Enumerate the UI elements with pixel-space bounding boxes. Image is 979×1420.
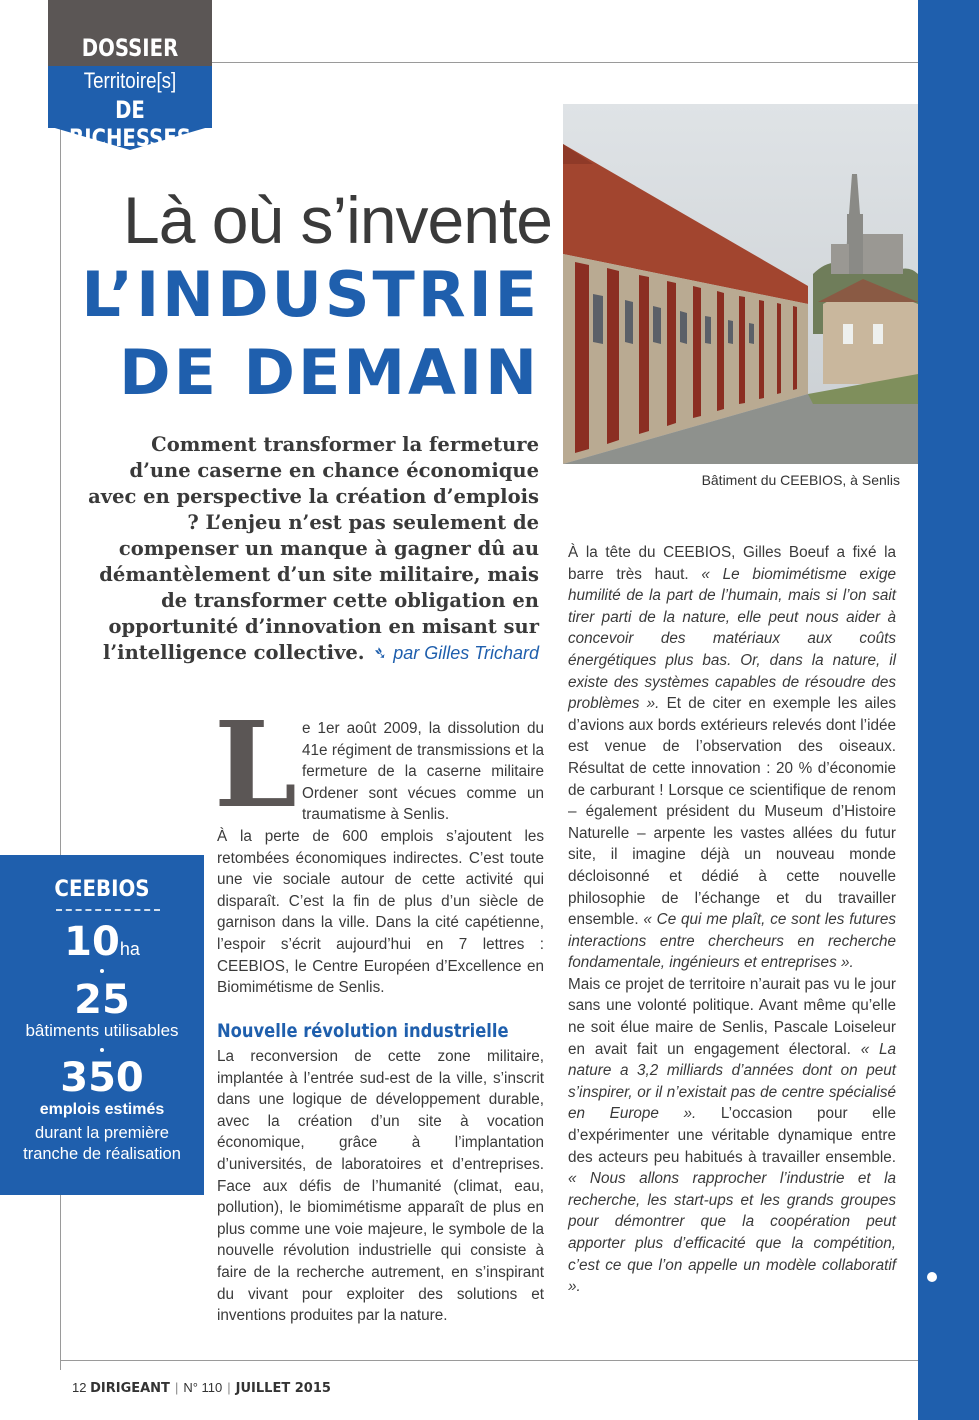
- author-byline: par Gilles Trichard: [393, 643, 539, 663]
- badge-dossier-label: DOSSIER: [81, 34, 179, 62]
- stats-divider: [56, 909, 160, 911]
- col2-quote-loiseleur: « La nature a 3,2 milliards d’années dont on peut s’inspirer, or il n’existait pas de centre spécialisé en Europe ».: [568, 1040, 897, 1123]
- badge-richesses-label: DE RICHESSES: [69, 96, 191, 152]
- band-dot: [927, 1272, 937, 1282]
- intro-lede: [84, 432, 539, 666]
- stat-buildings-value: 25: [74, 977, 130, 1023]
- badge-territoires-label: Territoire[s]: [83, 68, 177, 93]
- stat-jobs-value: 350: [60, 1055, 144, 1101]
- stat-jobs-description: durant la première tranche de réalisation: [23, 1124, 181, 1163]
- stat-separator-dot: [100, 969, 104, 973]
- drop-cap: L: [214, 695, 297, 834]
- stats-box-title: CEEBIOS: [54, 877, 150, 902]
- building-photo: [563, 104, 918, 464]
- col2-quote-boeuf: « Le biomimétisme exige humilité de la part de l’humain, mais si l’on sait tirer parti de la nature, elle peut nous aider à concevoir des matériaux aux coûts énergétiques plus bas. Or, dans la nature, il existe des systèmes capables de résoudre des problèmes ».: [568, 565, 896, 713]
- footer-separator: |: [227, 1380, 231, 1395]
- page-frame-bottom: [60, 1360, 918, 1361]
- stat-hectares-value: 10: [64, 919, 120, 965]
- intro-text: Comment transformer la fermeture d’une caserne en chance économique avec en perspective la création d’emplois ? L’enjeu n’est pas seulement de compenser un manque à gagner dû au démantèlement d’un site militaire, mais de transformer cette obligation en opportunité d’innovation en misant sur l’intelligence collective.: [88, 433, 539, 664]
- right-color-band: [918, 0, 979, 1420]
- col2-para1-text-b: Et de citer en exemple les ailes d’avions aux bords extérieurs relevés dont l’idée est venue de l’observation des oiseaux. Résultat de cette innovation : 20 % d’économie de carburant ! Lorsque ce scientifique de renom – également président du Museum d’Histoire Naturelle – arpente les vastes allées du futur site, il imagine déjà un nouveau monde décloisonné et dédié à cette nouvelle philosophie de l’échange et du travailler ensemble.: [568, 695, 897, 929]
- arrow-icon: ➴: [371, 643, 387, 663]
- article-paragraph-2: La reconversion de cette zone militaire, implantée à l’entrée sud-est de la ville, s’inscrit dans une logique de développement durable, avec la création d’un site à vocation économique, grâce à l’implantation d’universités, de laboratoires et d’entreprises. Face aux défis de l’humanité (climat, eau, pollution), le biomimétisme apparaît de plus en plus comme une voie majeure, le symbole de la nouvelle révolution industrielle qui consiste à faire de la recherche autrement, en s’inspirant du vivant pour exploiter des solutions et inventions produites par la nature.: [217, 1048, 544, 1325]
- headline-line-1: Là où s’invente: [123, 183, 552, 257]
- headline-line-3: DE DEMAIN: [119, 336, 540, 409]
- stat-buildings-label: bâtiments utilisables: [25, 1021, 179, 1040]
- ceebios-stats-box: [0, 855, 204, 1195]
- stat-hectares: [0, 919, 204, 965]
- col2-para2-text-b: L’occasion pour elle d’expérimenter une véritable dynamique entre des acteurs peu habitués à travailler ensemble.: [568, 1105, 896, 1166]
- dossier-badge: [48, 0, 212, 150]
- article-column-2: [568, 542, 896, 1298]
- col2-para1-text: À la tête du CEEBIOS, Gilles Boeuf a fixé la barre très haut.: [568, 544, 896, 583]
- article-paragraph-1-start: e 1er août 2009, la dissolution du 41e régiment de transmissions et la fermeture de la caserne militaire Ordener sont vécues comme un traumatisme à Senlis.: [302, 720, 544, 824]
- building-photo-illustration: [563, 104, 918, 464]
- headline-line-2: L’INDUSTRIE: [81, 258, 540, 331]
- stat-separator-dot: [100, 1048, 104, 1052]
- col2-quote-loiseleur-2: « Nous allons rapprocher l’industrie et la recherche, les start-ups et les grands groupes pour démontrer que la coopération peut apporter plus d’efficacité que la compétition, c’est ce que l’on appelle un modèle collaboratif ».: [568, 1170, 896, 1296]
- stat-hectares-unit: ha: [119, 939, 140, 959]
- footer-separator: |: [174, 1380, 179, 1395]
- col2-para2-text: Mais ce projet de territoire n’aurait pas vu le jour sans une volonté politique. Avant même qu’elle ne soit élue maire de Senlis, Pascale Loiseleur en avait fait un engagement électoral.: [568, 975, 896, 1058]
- publication-name: DIRIGEANT: [90, 1381, 170, 1396]
- article-paragraph-1-continued: À la perte de 600 emplois s’ajoutent les retombées économiques indirectes. C’est toute une vie sociale autour de cette activité qui disparaît. C’est la fin de plus d’un siècle de garnison dans la ville. Dans la cité capétienne, l’espoir s’écrit aujourd’hui en 7 lettres : CEEBIOS, le Centre Européen d’Excellence en Biomimétisme de Senlis.: [217, 828, 544, 997]
- photo-caption: Bâtiment du CEEBIOS, à Senlis: [701, 472, 900, 488]
- issue-date: JUILLET 2015: [235, 1381, 331, 1396]
- issue-number: N° 110: [183, 1380, 223, 1395]
- col2-quote-boeuf-2: « Ce qui me plaît, ce sont les futures interactions entre chercheurs en recherche fondamentale, ingénieurs et entreprises ».: [568, 911, 896, 972]
- page-footer: [72, 1380, 331, 1396]
- section-subheading: Nouvelle révolution industrielle: [217, 1020, 509, 1042]
- stat-jobs-label: emplois estimés: [39, 1101, 165, 1118]
- page-number: 12: [72, 1380, 87, 1395]
